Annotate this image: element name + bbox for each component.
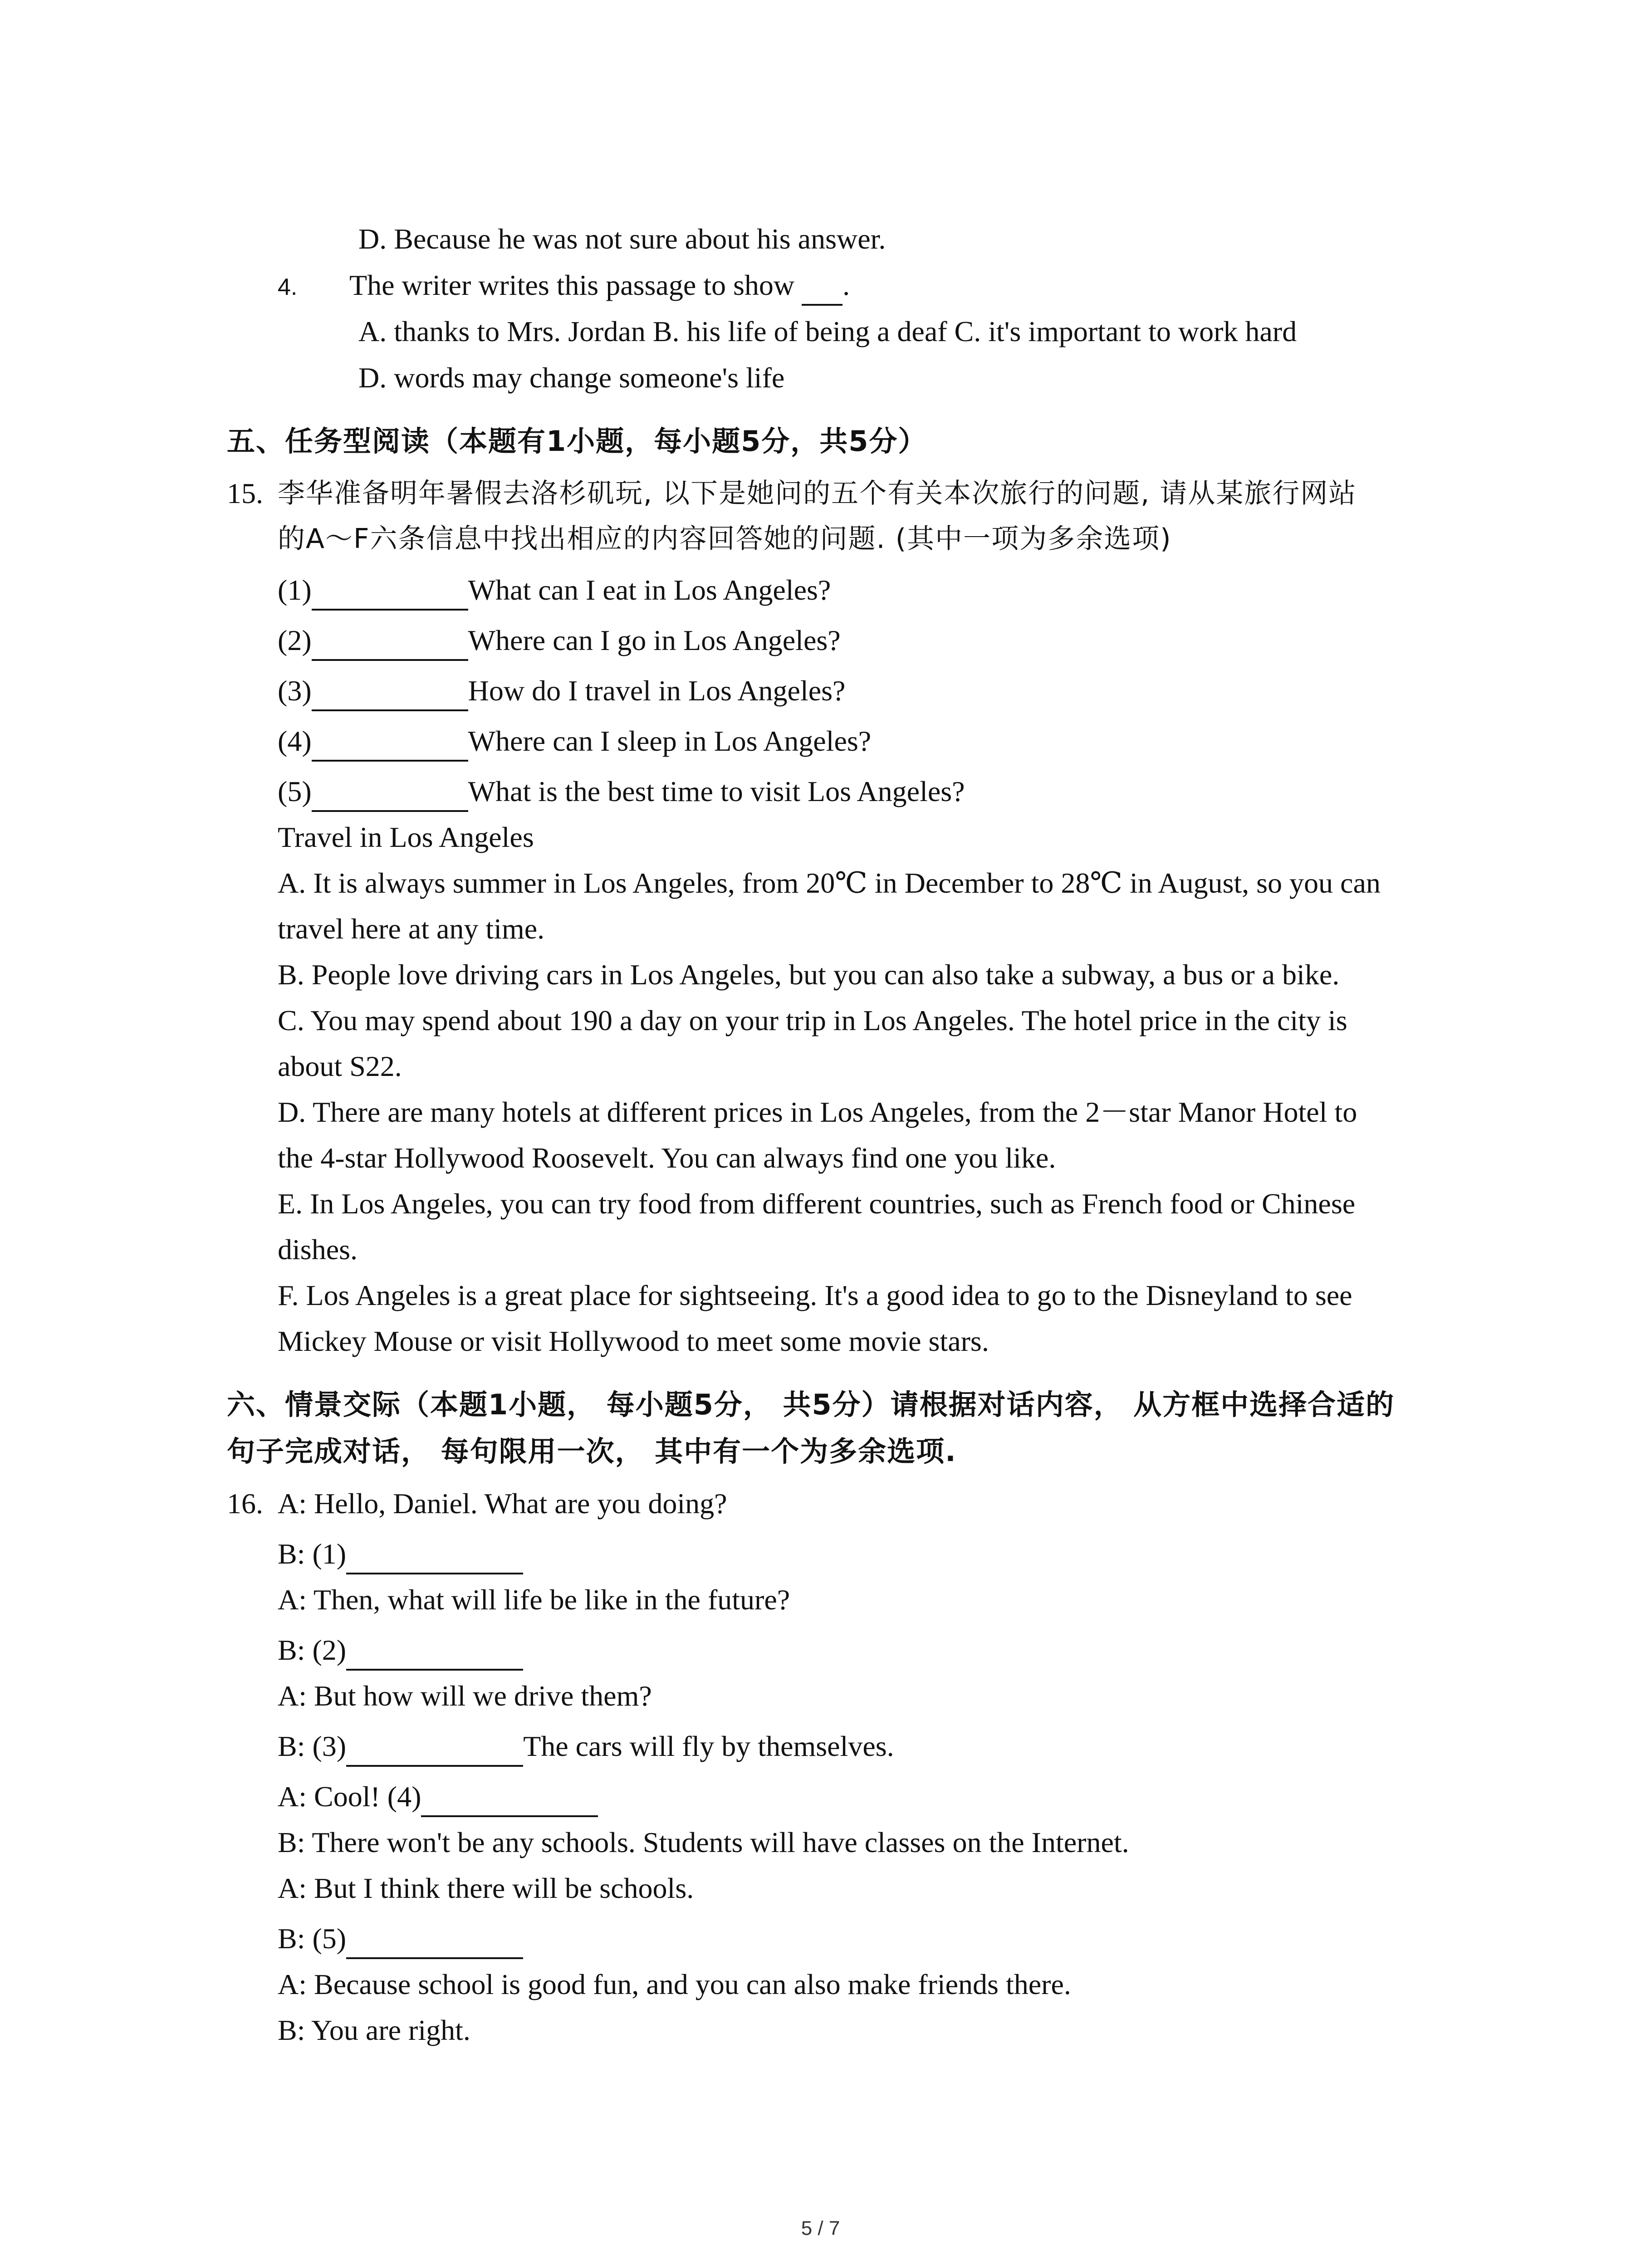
passage-line: travel here at any time. <box>278 913 545 945</box>
section-6-heading-line-1: 六、情景交际（本题1小题， 每小题5分， 共5分）请根据对话内容， 从方框中选择合适的 <box>227 1388 1395 1421</box>
q14-4-stem: The writer writes this passage to show . <box>349 265 850 306</box>
passage-line: D. There are many hotels at different prices in Los Angeles, from the 2－star Manor Hotel to <box>278 1096 1357 1128</box>
answer-blank[interactable] <box>421 1784 598 1817</box>
q15-question-3: (3) How do I travel in Los Angeles? <box>278 670 845 711</box>
section-5-heading: 五、任务型阅读（本题有1小题，每小题5分，共5分） <box>227 425 927 458</box>
answer-blank[interactable] <box>346 1637 523 1671</box>
q16-number: 16. <box>227 1487 263 1520</box>
q14-4-option-d: D. words may change someone's life <box>358 362 785 394</box>
answer-blank[interactable] <box>312 678 468 711</box>
passage-line: C. You may spend about 190 a day on your trip in Los Angeles. The hotel price in the city is <box>278 1004 1347 1036</box>
q15-intro-line-2: 的A～F六条信息中找出相应的内容回答她的问题. (其中一项为多余选项) <box>278 523 1172 555</box>
q15-question-2: (2) Where can I go in Los Angeles? <box>278 620 841 661</box>
passage-line: E. In Los Angeles, you can try food from different countries, such as French food or Chinese <box>278 1188 1356 1220</box>
q15-intro-line-1: 李华准备明年暑假去洛杉矶玩, 以下是她问的五个有关本次旅行的问题, 请从某旅行网站 <box>278 478 1357 509</box>
passage-line: about S22. <box>278 1050 402 1082</box>
dialogue-line: B: (5) <box>278 1918 523 1959</box>
q15-question-5: (5) What is the best time to visit Los Angeles? <box>278 771 965 812</box>
dialogue-line: A: Hello, Daniel. What are you doing? <box>278 1487 727 1520</box>
answer-blank[interactable] <box>312 577 468 611</box>
dialogue-line: A: Cool! (4) <box>278 1776 598 1817</box>
dialogue-line: B: (1) <box>278 1534 523 1574</box>
passage-line: dishes. <box>278 1233 358 1266</box>
answer-blank[interactable] <box>312 627 468 661</box>
dialogue-line: A: But how will we drive them? <box>278 1680 652 1712</box>
q14-4-options-abc: A. thanks to Mrs. Jordan B. his life of being a deaf C. it's important to work hard <box>358 315 1297 347</box>
passage-title: Travel in Los Angeles <box>278 821 534 853</box>
dialogue-line: B: There won't be any schools. Students will have classes on the Internet. <box>278 1826 1129 1858</box>
answer-blank[interactable] <box>346 1541 523 1574</box>
q14-option-d-previous: D. Because he was not sure about his answer. <box>358 223 886 255</box>
dialogue-line: A: Because school is good fun, and you can also make friends there. <box>278 1968 1071 2000</box>
answer-blank[interactable] <box>346 1926 523 1959</box>
section-6-heading-line-2: 句子完成对话， 每句限用一次， 其中有一个为多余选项. <box>227 1435 957 1468</box>
dialogue-line: B: You are right. <box>278 2014 470 2046</box>
passage-line: A. It is always summer in Los Angeles, from 20℃ in December to 28℃ in August, so you can <box>278 867 1381 899</box>
page-number: 5 / 7 <box>801 2217 840 2239</box>
answer-blank[interactable] <box>802 272 843 306</box>
answer-blank[interactable] <box>346 1733 523 1767</box>
q15-question-1: (1) What can I eat in Los Angeles? <box>278 570 831 611</box>
q15-number: 15. <box>227 477 263 509</box>
dialogue-line: A: But I think there will be schools. <box>278 1872 694 1904</box>
answer-blank[interactable] <box>312 778 468 812</box>
q14-4-number: 4. <box>278 274 298 300</box>
passage-line: the 4-star Hollywood Roosevelt. You can always find one you like. <box>278 1142 1056 1174</box>
dialogue-line: B: (2) <box>278 1630 523 1671</box>
dialogue-line: B: (3) The cars will fly by themselves. <box>278 1726 894 1767</box>
dialogue-line: A: Then, what will life be like in the future? <box>278 1584 790 1616</box>
passage-line: Mickey Mouse or visit Hollywood to meet some movie stars. <box>278 1325 989 1357</box>
passage-line: F. Los Angeles is a great place for sightseeing. It's a good idea to go to the Disneyland to see <box>278 1279 1352 1311</box>
answer-blank[interactable] <box>312 728 468 762</box>
q15-question-4: (4) Where can I sleep in Los Angeles? <box>278 721 871 762</box>
passage-line: B. People love driving cars in Los Angeles, but you can also take a subway, a bus or a bike. <box>278 958 1340 991</box>
